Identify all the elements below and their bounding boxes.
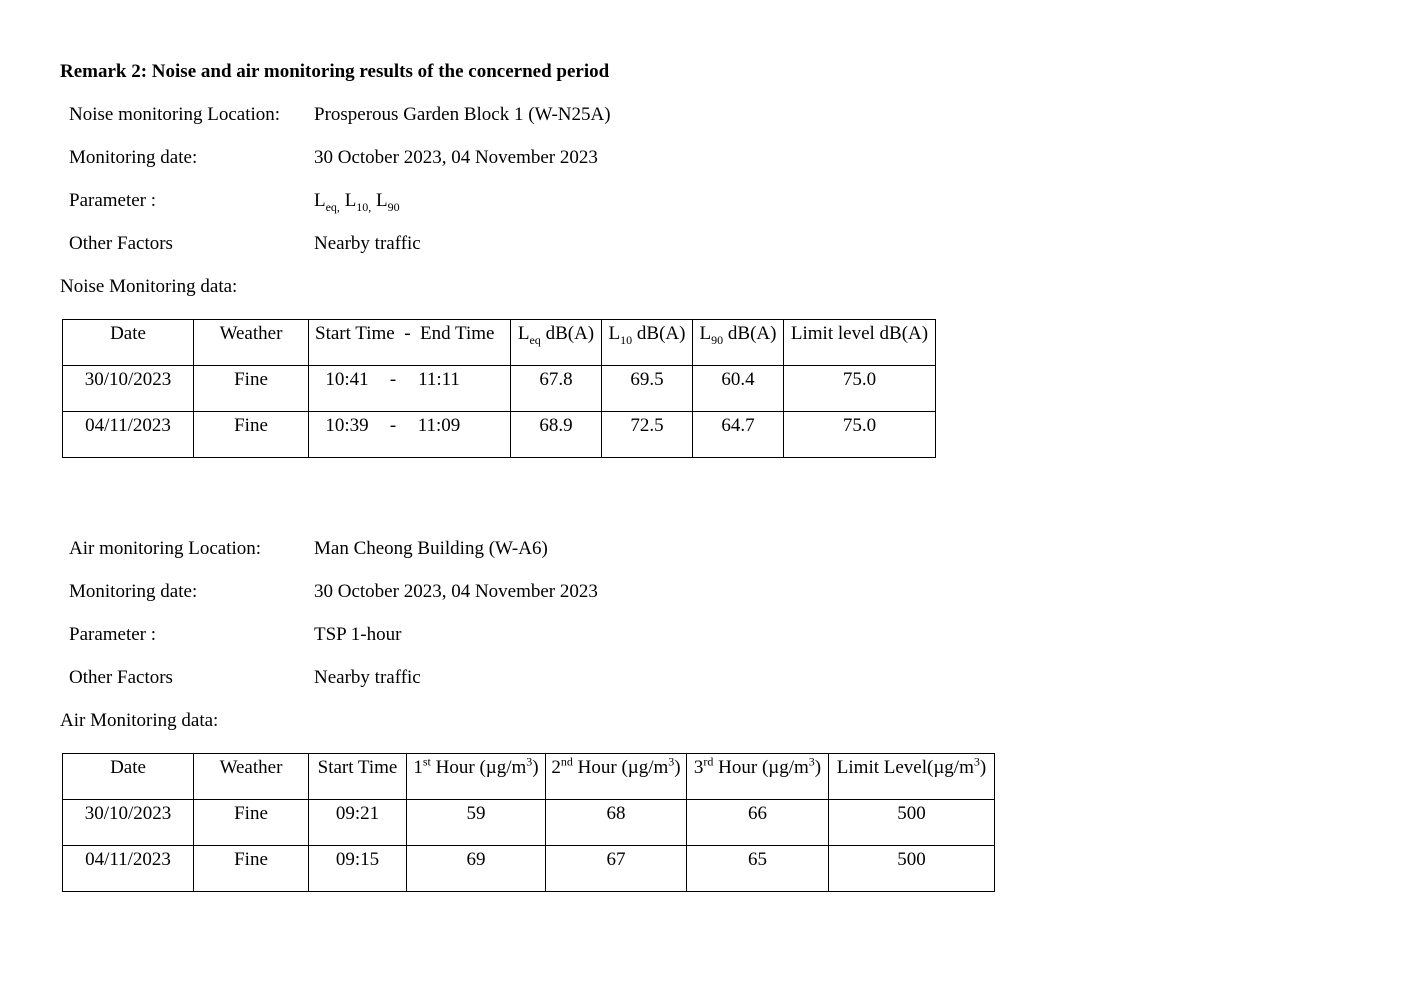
cell-start: 10:39	[325, 415, 369, 436]
cell-date: 30/10/2023	[63, 366, 194, 412]
cell-time	[309, 366, 511, 412]
table-row	[63, 800, 995, 846]
noise-location-value: Prosperous Garden Block 1 (W-N25A)	[314, 104, 611, 125]
cell-leq: 67.8	[511, 366, 602, 412]
param-l10-sub: 10,	[356, 199, 372, 214]
header-l90-unit: dB(A)	[723, 323, 777, 344]
header-hour-2-sup: nd	[560, 754, 573, 769]
header-date: Date	[63, 320, 194, 366]
cell-hour-2: 67	[546, 846, 687, 892]
header-hour-3-num: 3	[693, 757, 704, 778]
air-date-label: Monitoring date:	[69, 581, 198, 602]
table-row	[63, 846, 995, 892]
param-leq-sub: eq,	[325, 199, 340, 214]
header-hour-1-cube: 3	[526, 754, 533, 769]
noise-parameter-value	[314, 190, 400, 212]
header-l90-letter: L	[699, 323, 712, 344]
header-date: Date	[63, 754, 194, 800]
header-leq	[511, 320, 602, 366]
cell-dash: -	[389, 369, 397, 390]
cell-hour-2: 68	[546, 800, 687, 846]
header-limit	[829, 754, 995, 800]
air-date-value: 30 October 2023, 04 November 2023	[314, 581, 598, 602]
header-l90-sub: 90	[711, 332, 724, 347]
table-row	[63, 366, 936, 412]
cell-weather: Fine	[194, 412, 309, 458]
noise-location-label: Noise monitoring Location:	[69, 104, 281, 125]
cell-end: 11:09	[417, 415, 461, 436]
cell-limit: 75.0	[784, 366, 936, 412]
air-factors-label: Other Factors	[69, 667, 173, 688]
header-hour-3-close: )	[814, 757, 822, 778]
header-weather: Weather	[194, 754, 309, 800]
cell-leq: 68.9	[511, 412, 602, 458]
header-leq-sub: eq	[529, 332, 541, 347]
cell-l90: 64.7	[693, 412, 784, 458]
header-time: Start Time - End Time	[309, 320, 511, 366]
param-l10-letter: L	[344, 190, 357, 211]
air-data-label: Air Monitoring data:	[60, 710, 219, 731]
air-factors-value: Nearby traffic	[314, 667, 421, 688]
param-l90-letter: L	[376, 190, 388, 211]
header-l90	[693, 320, 784, 366]
air-parameter-label: Parameter :	[69, 624, 157, 645]
header-l10-sub: 10	[620, 332, 633, 347]
header-hour-3-cube: 3	[808, 754, 815, 769]
header-hour-1-unit: Hour (µg/m	[430, 757, 527, 778]
header-hour-1-num: 1	[413, 757, 423, 778]
noise-date-value: 30 October 2023, 04 November 2023	[314, 147, 598, 168]
header-hour-2-num: 2	[551, 757, 561, 778]
air-location-label: Air monitoring Location:	[69, 538, 262, 559]
param-leq-letter: L	[314, 190, 326, 211]
cell-l10: 72.5	[602, 412, 693, 458]
header-hour-3-unit: Hour (µg/m	[713, 757, 809, 778]
cell-date: 04/11/2023	[63, 846, 194, 892]
air-table	[62, 753, 995, 892]
header-l10-unit: dB(A)	[632, 323, 686, 344]
cell-hour-3: 66	[687, 800, 829, 846]
header-l10-letter: L	[608, 323, 621, 344]
cell-limit: 500	[829, 846, 995, 892]
cell-time	[309, 412, 511, 458]
header-limit: Limit level dB(A)	[784, 320, 936, 366]
header-hour-3-sup: rd	[703, 754, 714, 769]
header-leq-letter: L	[517, 323, 530, 344]
cell-dash: -	[389, 415, 397, 436]
air-table-header-row	[63, 754, 995, 800]
noise-data-label: Noise Monitoring data:	[60, 276, 238, 297]
header-start-time: Start Time	[309, 754, 407, 800]
header-l10	[602, 320, 693, 366]
cell-limit: 75.0	[784, 412, 936, 458]
header-limit-close: )	[979, 757, 987, 778]
header-hour-2-cube: 3	[668, 754, 675, 769]
noise-factors-label: Other Factors	[69, 233, 173, 254]
header-hour-2-close: )	[674, 757, 681, 778]
header-hour-3	[687, 754, 829, 800]
cell-start: 10:41	[325, 369, 369, 390]
header-limit-text: Limit Level(µg/m	[836, 757, 974, 778]
cell-l10: 69.5	[602, 366, 693, 412]
cell-date: 30/10/2023	[63, 800, 194, 846]
noise-parameter-label: Parameter :	[69, 190, 157, 211]
header-weather: Weather	[194, 320, 309, 366]
cell-hour-1: 69	[407, 846, 546, 892]
cell-date: 04/11/2023	[63, 412, 194, 458]
table-row	[63, 412, 936, 458]
air-location-value: Man Cheong Building (W-A6)	[314, 538, 548, 559]
noise-date-label: Monitoring date:	[69, 147, 198, 168]
cell-weather: Fine	[194, 800, 309, 846]
air-parameter-value: TSP 1-hour	[314, 624, 402, 645]
noise-factors-value: Nearby traffic	[314, 233, 421, 254]
header-hour-2-unit: Hour (µg/m	[572, 757, 669, 778]
header-hour-2	[546, 754, 687, 800]
cell-limit: 500	[829, 800, 995, 846]
param-l90-sub: 90	[387, 199, 400, 214]
cell-start-time: 09:21	[309, 800, 407, 846]
header-hour-1	[407, 754, 546, 800]
header-limit-cube: 3	[973, 754, 980, 769]
header-hour-1-close: )	[532, 757, 539, 778]
noise-table	[62, 319, 936, 458]
noise-table-header-row	[63, 320, 936, 366]
cell-weather: Fine	[194, 366, 309, 412]
cell-start-time: 09:15	[309, 846, 407, 892]
header-hour-1-sup: st	[422, 754, 431, 769]
header-leq-unit: dB(A)	[540, 323, 595, 344]
cell-hour-1: 59	[407, 800, 546, 846]
cell-l90: 60.4	[693, 366, 784, 412]
cell-hour-3: 65	[687, 846, 829, 892]
cell-weather: Fine	[194, 846, 309, 892]
cell-end: 11:11	[418, 369, 460, 390]
page-title: Remark 2: Noise and air monitoring results of the concerned period	[60, 61, 610, 82]
